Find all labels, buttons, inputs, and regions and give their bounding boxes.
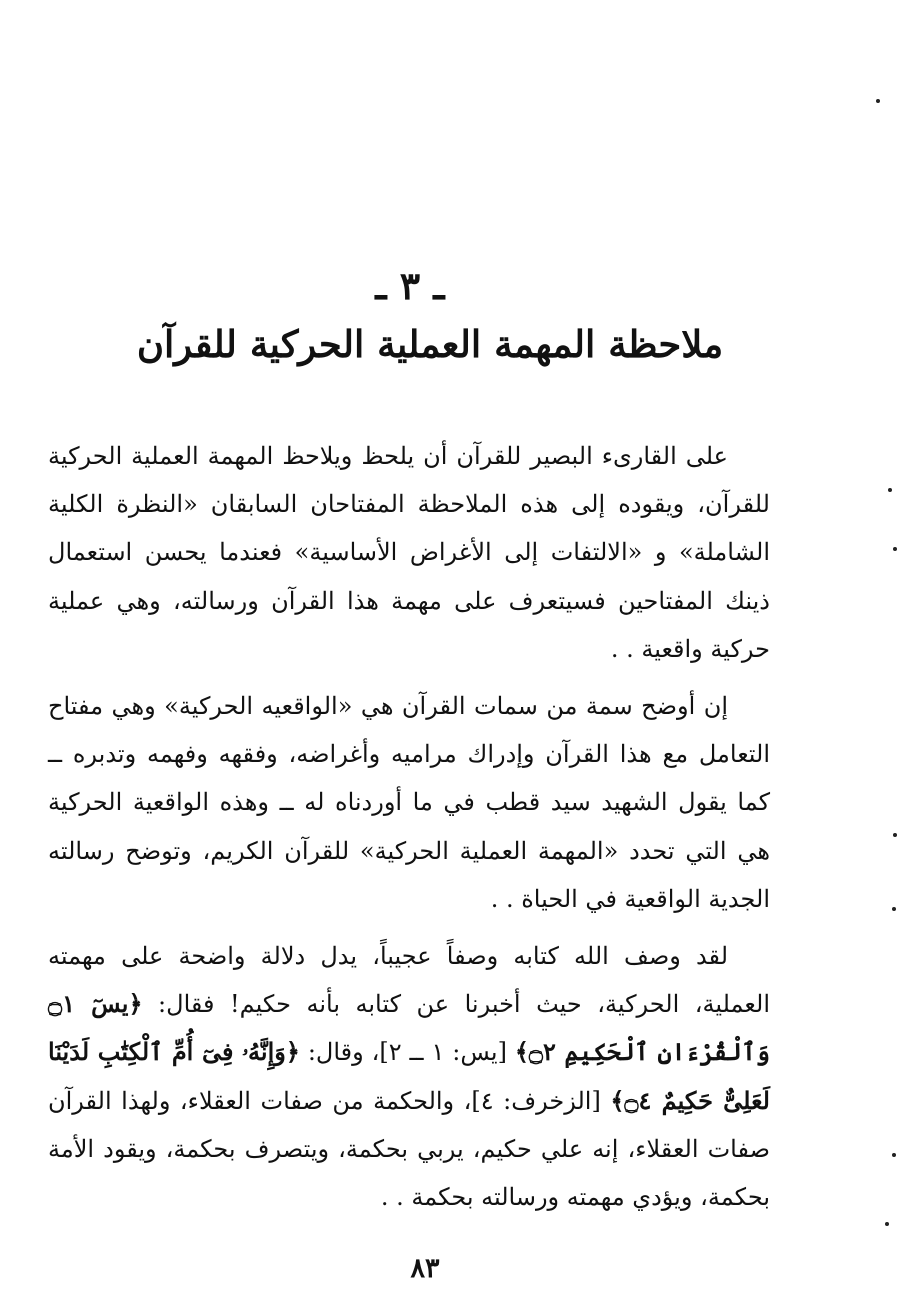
scan-speck: [892, 907, 896, 911]
paragraph-3: [48, 932, 770, 1221]
quran-verse-yasin: ﴿يسٓ ۝١ وَٱلْقُرْءَانِ ٱلْحَكِيمِ ۝٢﴾: [48, 989, 770, 1067]
chapter-number: ـ ٣ ـ: [375, 263, 445, 308]
paragraph-3-part-1: لقد وصف الله كتابه وصفاً عجيباً، يدل دلالة واضحة على مهمته العملية، الحركية، حيث أخبرنا عن كتابه بأنه حكيم! فقال:: [48, 942, 770, 1019]
paragraph-2: إن أوضح سمة من سمات القرآن هي «الواقعيه الحركية» وهي مفتاح التعامل مع هذا القرآن وإدراك مراميه وأغراضه، وفقهه وفهمه وتدبره ــ كما يقول الشهيد سيد قطب في ما أوردناه له ــ وهذه الواقعية الحركية هي التي تحدد «المهمة العملية الحركية» للقرآن الكريم، وتوضح رسالته الجدية الواقعية في الحياة . .: [48, 692, 770, 913]
verse-reference-yasin: [يس: ١ ــ ٢]، وقال:: [307, 1038, 507, 1067]
scan-speck: [885, 1222, 889, 1226]
chapter-title: ملاحظة المهمة العملية الحركية للقرآن: [136, 322, 724, 366]
scan-speck: [876, 99, 880, 103]
scan-speck: [893, 547, 897, 551]
paragraph-3-part-2: [الزخرف: ٤]، والحكمة من صفات العقلاء، ولهذا القرآن صفات العقلاء، إنه علي حكيم، يربي بحكمة، ويتصرف بحكمة، ويقود الأمة بحكمة، ويؤدي مهمته ورسالته بحكمة . .: [48, 1086, 770, 1212]
scan-speck: [893, 833, 897, 837]
scan-speck: [888, 488, 892, 492]
quran-verse-zukhruf: ﴿وَإِنَّهُۥ فِىٓ أُمِّ ٱلْكِتَٰبِ لَدَيْنَا لَعَلِىٌّ حَكِيمٌ ۝٤﴾: [48, 1037, 770, 1115]
paragraph-1: على القارىء البصير للقرآن أن يلحظ ويلاحظ المهمة العملية الحركية للقرآن، ويقوده إلى هذه الملاحظة المفتاحان السابقان «النظرة الكلية الشاملة» و «الالتفات إلى الأغراض الأساسية» فعندما يحسن استعمال ذينك المفتاحين فسيتعرف على مهمة هذا القرآن ورسالته، وهي عملية حركية واقعية . .: [48, 442, 770, 663]
chapter-body: [48, 432, 770, 1230]
scan-speck: [892, 1153, 896, 1157]
page-number: ٨٣: [410, 1253, 440, 1284]
